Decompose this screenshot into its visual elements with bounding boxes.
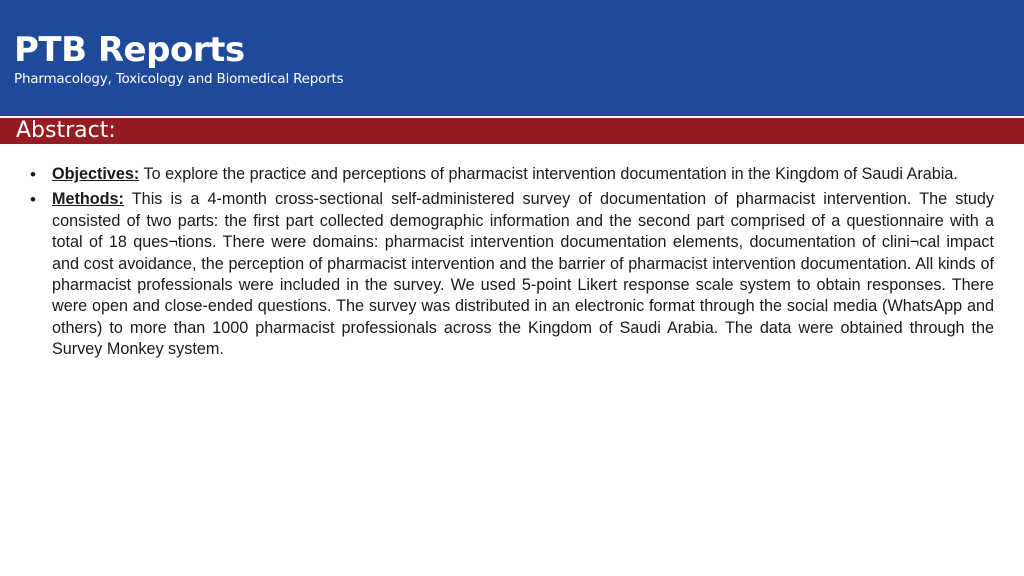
bullet-icon: •	[30, 165, 36, 184]
abstract-content	[30, 164, 994, 365]
bullet-objectives	[30, 164, 994, 185]
journal-subtitle: Pharmacology, Toxicology and Biomedical Reports	[14, 71, 344, 87]
section-title: Abstract:	[16, 118, 116, 143]
journal-title: PTB Reports	[14, 30, 245, 70]
objectives-text	[52, 164, 994, 185]
bullet-icon: •	[30, 190, 36, 210]
methods-text	[52, 189, 994, 360]
methods-label: Methods:	[52, 190, 124, 209]
objectives-label: Objectives:	[52, 165, 140, 183]
section-bar	[0, 118, 1024, 144]
header-banner	[0, 0, 1024, 116]
bullet-methods	[30, 189, 994, 360]
methods-body: This is a 4-month cross-sectional self-administered survey of documentation of pharmacist intervention. The study consisted of two parts: the first part collected demographic information and the second part comprised of a questionnaire with a total of 18 ques¬tions. There were domains: pharmacist intervention documentation elements, documentation of clini¬cal impact and cost avoidance, the perception of pharmacist intervention and the barrier of pharmacist intervention documentation. All kinds of pharmacist professionals were included in the survey. We used 5-point Likert response scale system to obtain responses. There were open and close-ended questions. The survey was distributed in an electronic format through the social media (WhatsApp and others) to more than 1000 pharmacist professionals across the Kingdom of Saudi Arabia. The data were obtained through the Survey Monkey system.	[52, 190, 994, 359]
objectives-body: To explore the practice and perceptions of pharmacist intervention documentation in the Kingdom of Saudi Arabia.	[143, 165, 958, 183]
